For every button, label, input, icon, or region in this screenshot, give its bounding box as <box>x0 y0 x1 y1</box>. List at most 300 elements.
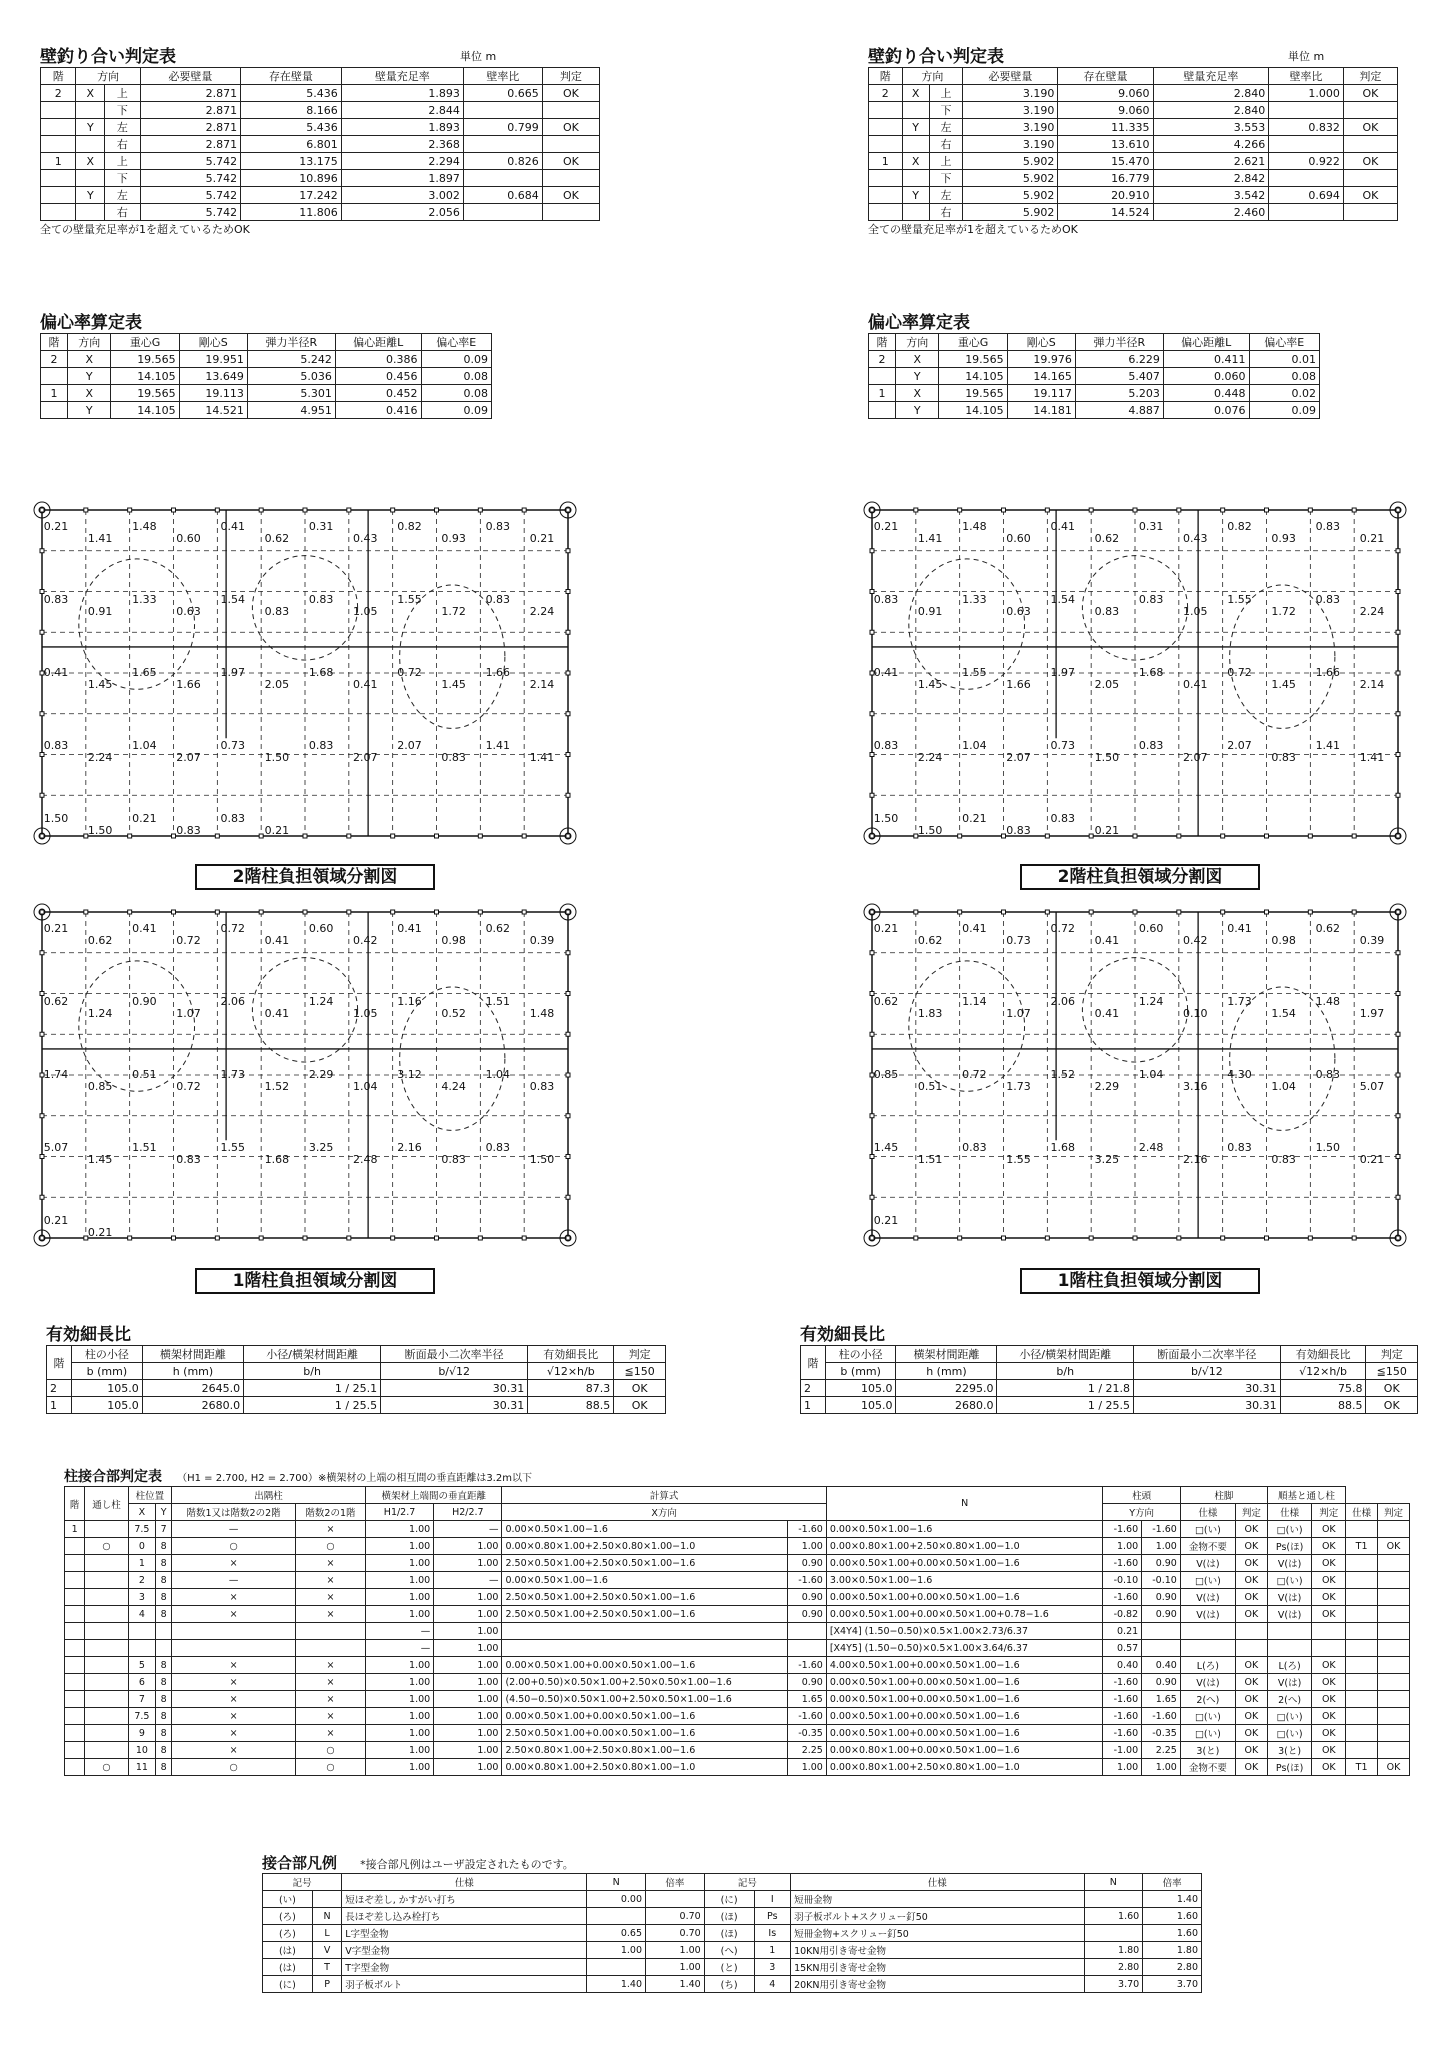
table-cell <box>1346 1657 1378 1674</box>
table-cell: 上 <box>929 153 963 170</box>
table-cell <box>1378 1725 1410 1742</box>
area-label: 2.07 <box>1183 751 1208 764</box>
table-cell: 2.50×0.80×1.00+2.50×0.80×1.00−1.6 <box>502 1742 788 1759</box>
table-cell: OK <box>1235 1674 1267 1691</box>
table-row <box>869 351 1320 368</box>
table-cell: 1 <box>47 1397 72 1414</box>
table-cell: 1.00 <box>646 1942 705 1959</box>
column-marker <box>435 834 439 838</box>
area-label: 3.12 <box>397 1068 422 1081</box>
table-cell: × <box>296 1708 366 1725</box>
column-marker <box>391 508 395 512</box>
table-cell: 6 <box>128 1674 155 1691</box>
table-cell: 9.060 <box>1058 85 1153 102</box>
table-cell <box>312 1891 341 1908</box>
slender-title: 有効細長比 <box>46 1325 131 1345</box>
table-cell <box>85 1708 128 1725</box>
table-cell: 4.951 <box>247 402 335 419</box>
wall-balance-table-left <box>40 42 600 237</box>
table-cell <box>542 204 599 221</box>
table-cell: 2.871 <box>140 102 241 119</box>
table-cell: 13.649 <box>179 368 247 385</box>
area-label: 2.06 <box>220 995 245 1008</box>
area-label: 0.10 <box>1183 1007 1208 1020</box>
table-cell <box>65 1759 85 1776</box>
table-header-cell: 壁率比 <box>1269 68 1344 85</box>
slender-table <box>46 1345 666 1414</box>
column-marker <box>1002 1236 1006 1240</box>
table-row <box>263 1959 1202 1976</box>
table-header-cell: 仕様 <box>791 1874 1084 1891</box>
table-cell <box>502 1623 788 1640</box>
table-cell: 下 <box>105 102 140 119</box>
table-cell: × <box>296 1521 366 1538</box>
plan-floor2-left <box>30 498 580 848</box>
table-cell: × <box>172 1725 296 1742</box>
table-cell: 羽子板ボルト+スクリュー釘50 <box>791 1908 1084 1925</box>
table-row <box>869 85 1398 102</box>
column-marker <box>1396 1114 1400 1118</box>
table-cell: 0.00×0.50×1.00+0.00×0.50×1.00−1.6 <box>826 1708 1103 1725</box>
area-label: 1.74 <box>43 1068 69 1081</box>
table-cell <box>1267 1623 1312 1640</box>
table-cell: 左 <box>105 187 140 204</box>
area-label: 2.24 <box>529 605 555 618</box>
table-cell: 5.436 <box>241 85 342 102</box>
area-label: 0.60 <box>1006 532 1031 545</box>
table-cell: × <box>172 1691 296 1708</box>
table-row <box>801 1397 1418 1414</box>
table-header-cell: ≦150 <box>1366 1363 1418 1380</box>
column-marker <box>870 1236 874 1240</box>
table-cell: T <box>312 1959 341 1976</box>
area-label: 1.48 <box>962 520 987 533</box>
table-cell: V(は) <box>1180 1589 1235 1606</box>
table-cell: 5.301 <box>247 385 335 402</box>
table-cell: 8 <box>156 1657 172 1674</box>
table-cell <box>1312 1640 1346 1657</box>
table-cell: X <box>76 85 105 102</box>
area-label: 0.41 <box>220 520 245 533</box>
table-cell: 1.00 <box>365 1759 433 1776</box>
table-cell <box>85 1589 128 1606</box>
area-label: 1.45 <box>441 678 466 691</box>
column-marker <box>870 712 874 716</box>
area-label: 0.21 <box>43 520 69 533</box>
table-cell <box>1378 1606 1410 1623</box>
table-cell: 0.799 <box>463 119 542 136</box>
table-cell: (ち) <box>704 1976 754 1993</box>
table-header-cell: 柱の小径 <box>825 1346 896 1363</box>
area-label: 2.06 <box>1050 995 1075 1008</box>
table-cell: V(は) <box>1180 1555 1235 1572</box>
area-label: 1.14 <box>962 995 987 1008</box>
table-cell <box>85 1674 128 1691</box>
area-label: 1.48 <box>132 520 157 533</box>
area-label: 0.93 <box>441 532 466 545</box>
area-label: 2.24 <box>87 751 113 764</box>
area-label: 2.16 <box>1183 1153 1208 1166</box>
table-header-cell: 通し柱 <box>85 1487 128 1521</box>
table-cell: 0.21 <box>1103 1623 1142 1640</box>
table-cell: □(い) <box>1180 1521 1235 1538</box>
table-header-cell: 方向 <box>76 68 140 85</box>
area-label: 1.66 <box>1006 678 1031 691</box>
table-row <box>65 1674 1410 1691</box>
table-cell <box>41 368 68 385</box>
area-label: 1.66 <box>1315 666 1341 679</box>
table-cell: 右 <box>105 136 140 153</box>
column-marker <box>478 1236 482 1240</box>
table-cell <box>65 1742 85 1759</box>
column-marker <box>566 1032 570 1036</box>
table-row <box>41 170 600 187</box>
table-cell: [X4Y4] (1.50−0.50)×0.5×1.00×2.73/6.37 <box>826 1623 1103 1640</box>
area-label: 1.55 <box>962 666 987 679</box>
table-cell: -1.00 <box>1103 1742 1142 1759</box>
area-label: 0.83 <box>1138 739 1164 752</box>
area-label: 0.83 <box>485 593 511 606</box>
column-marker <box>1133 1236 1137 1240</box>
table-cell: × <box>296 1725 366 1742</box>
area-label: 0.91 <box>917 605 943 618</box>
table-cell: × <box>296 1589 366 1606</box>
column-marker <box>870 753 874 757</box>
table-row <box>41 68 600 85</box>
table-cell <box>128 1640 155 1657</box>
table-header-cell: X方向 <box>502 1504 826 1521</box>
table-cell: 0.411 <box>1163 351 1249 368</box>
table-cell: 短冊金物 <box>791 1891 1084 1908</box>
table-cell: (に) <box>704 1891 754 1908</box>
table-cell <box>1346 1691 1378 1708</box>
area-label: 0.62 <box>87 934 113 947</box>
table-cell: 8 <box>156 1725 172 1742</box>
table-cell: 1.00 <box>434 1623 502 1640</box>
table-cell: 30.31 <box>381 1380 528 1397</box>
table-row <box>263 1976 1202 1993</box>
area-label: 0.21 <box>873 922 899 935</box>
area-label: 5.07 <box>43 1141 69 1154</box>
table-row <box>869 153 1398 170</box>
table-cell: -1.60 <box>1103 1674 1142 1691</box>
table-cell: 87.3 <box>528 1380 614 1397</box>
table-cell: × <box>172 1606 296 1623</box>
table-cell: X <box>76 153 105 170</box>
table-cell: 0.00×0.80×1.00+2.50×0.80×1.00−1.0 <box>826 1759 1103 1776</box>
table-cell: 11.806 <box>241 204 342 221</box>
table-cell: 13.175 <box>241 153 342 170</box>
column-marker <box>259 508 263 512</box>
table-cell <box>902 102 929 119</box>
table-cell: OK <box>1235 1691 1267 1708</box>
column-marker <box>1045 508 1049 512</box>
wall-table-unit: 単位 m <box>1288 50 1325 63</box>
table-header-cell: 階 <box>869 334 896 351</box>
table-cell: 75.8 <box>1280 1380 1366 1397</box>
column-marker <box>1396 1236 1400 1240</box>
area-label: 1.41 <box>529 751 555 764</box>
table-header-cell: 有効細長比 <box>1280 1346 1366 1363</box>
table-header-cell: 階 <box>801 1346 826 1380</box>
area-label: 1.04 <box>132 739 157 752</box>
area-label: 0.21 <box>43 1214 69 1227</box>
column-marker <box>566 712 570 716</box>
table-cell: 0.922 <box>1269 153 1344 170</box>
table-cell <box>1142 1623 1181 1640</box>
column-marker <box>1221 910 1225 914</box>
table-header-cell: H1/2.7 <box>365 1504 433 1521</box>
table-cell: □(い) <box>1267 1725 1312 1742</box>
table-cell: 2645.0 <box>142 1380 243 1397</box>
column-marker <box>84 910 88 914</box>
joint-table-body <box>64 1486 1410 1776</box>
area-label: 0.41 <box>1094 1007 1120 1020</box>
table-cell: 1.00 <box>434 1742 502 1759</box>
column-marker <box>1177 1236 1181 1240</box>
column-marker <box>40 508 44 512</box>
plan-caption: 2階柱負担領域分割図 <box>195 864 435 890</box>
area-label: 0.72 <box>220 922 245 935</box>
table-cell: OK <box>1378 1759 1410 1776</box>
table-cell: 1.00 <box>788 1759 827 1776</box>
table-cell: V(は) <box>1267 1674 1312 1691</box>
column-marker <box>566 671 570 675</box>
table-cell: OK <box>1312 1589 1346 1606</box>
table-cell: 2.368 <box>341 136 463 153</box>
table-cell: 88.5 <box>1280 1397 1366 1414</box>
table-cell <box>463 204 542 221</box>
table-cell: 13.610 <box>1058 136 1153 153</box>
table-cell: 0.40 <box>1142 1657 1181 1674</box>
table-header-cell: b/√12 <box>1134 1363 1281 1380</box>
area-label: 1.68 <box>1050 1141 1075 1154</box>
area-label: 1.72 <box>1271 605 1296 618</box>
table-cell: 0.57 <box>1103 1640 1142 1657</box>
area-label: 1.97 <box>1359 1007 1385 1020</box>
wall-table-title: 壁釣り合い判定表 <box>40 47 176 67</box>
table-cell: 3.002 <box>341 187 463 204</box>
table-cell: 3.190 <box>963 119 1058 136</box>
area-label: 1.16 <box>397 995 422 1008</box>
table-cell <box>1378 1674 1410 1691</box>
table-cell: OK <box>1235 1606 1267 1623</box>
table-cell: 2.840 <box>1153 102 1269 119</box>
table-cell: 1.00 <box>365 1674 433 1691</box>
table-row <box>263 1908 1202 1925</box>
table-cell: 17.242 <box>241 187 342 204</box>
table-cell: 0.09 <box>421 402 491 419</box>
table-cell: Ps(ほ) <box>1267 1538 1312 1555</box>
table-row <box>47 1397 666 1414</box>
plan-caption: 1階柱負担領域分割図 <box>1020 1268 1260 1294</box>
table-header-cell: 方向 <box>67 334 110 351</box>
area-label: 2.48 <box>353 1153 378 1166</box>
column-marker <box>870 1195 874 1199</box>
table-cell: 1.00 <box>434 1759 502 1776</box>
table-cell <box>587 1959 646 1976</box>
table-header-cell: 記号 <box>263 1874 342 1891</box>
area-label: 0.21 <box>1359 532 1385 545</box>
table-cell: OK <box>1235 1555 1267 1572</box>
area-label: 0.51 <box>917 1080 943 1093</box>
table-cell: OK <box>1312 1538 1346 1555</box>
column-marker <box>128 910 132 914</box>
table-cell: 6.229 <box>1075 351 1163 368</box>
table-cell <box>902 170 929 187</box>
table-cell: 3.553 <box>1153 119 1269 136</box>
area-label: 1.51 <box>132 1141 157 1154</box>
area-label: 2.05 <box>264 678 290 691</box>
table-cell: OK <box>542 85 599 102</box>
column-marker <box>870 549 874 553</box>
table-cell: 10 <box>128 1742 155 1759</box>
area-label: 0.41 <box>873 666 899 679</box>
area-label: 1.45 <box>917 678 943 691</box>
column-marker <box>566 508 570 512</box>
table-cell: 7 <box>156 1521 172 1538</box>
column-marker <box>259 834 263 838</box>
area-label: 0.21 <box>873 520 899 533</box>
table-cell: OK <box>1366 1397 1418 1414</box>
table-cell: 下 <box>105 170 140 187</box>
table-cell: V(は) <box>1180 1674 1235 1691</box>
table-cell: OK <box>1312 1691 1346 1708</box>
table-cell: 2.621 <box>1153 153 1269 170</box>
table-cell: L <box>312 1925 341 1942</box>
table-cell: 2.50×0.50×1.00+0.00×0.50×1.00−1.6 <box>502 1725 788 1742</box>
table-cell: (2.00+0.50)×0.50×1.00+2.50×0.50×1.00−1.6 <box>502 1674 788 1691</box>
table-cell <box>1378 1708 1410 1725</box>
area-label: 3.16 <box>1183 1080 1208 1093</box>
table-cell <box>1378 1742 1410 1759</box>
table-cell: OK <box>1312 1674 1346 1691</box>
table-cell: 0.00×0.50×1.00+0.00×0.50×1.00+0.78−1.6 <box>826 1606 1103 1623</box>
area-label: 2.29 <box>1094 1080 1120 1093</box>
area-label: 4.24 <box>441 1080 466 1093</box>
table-cell <box>41 119 76 136</box>
table-header-cell: 計算式 <box>502 1487 826 1504</box>
area-label: 0.60 <box>1138 922 1164 935</box>
column-marker <box>1133 834 1137 838</box>
table-row <box>41 85 600 102</box>
table-row <box>41 368 492 385</box>
table-cell: 8 <box>156 1538 172 1555</box>
table-cell <box>85 1606 128 1623</box>
table-cell <box>1378 1691 1410 1708</box>
table-cell <box>1346 1623 1378 1640</box>
table-cell: 1.00 <box>365 1657 433 1674</box>
table-cell: 2680.0 <box>142 1397 243 1414</box>
table-cell: 1.00 <box>646 1959 705 1976</box>
table-header-cell: X <box>128 1504 155 1521</box>
table-cell <box>1269 102 1344 119</box>
table-cell: OK <box>1235 1742 1267 1759</box>
table-header-cell: 階 <box>47 1346 72 1380</box>
area-label: 1.48 <box>529 1007 555 1020</box>
area-label: 2.24 <box>917 751 943 764</box>
plan-caption: 2階柱負担領域分割図 <box>1020 864 1260 890</box>
column-marker <box>435 508 439 512</box>
table-cell: L字型金物 <box>342 1925 587 1942</box>
column-marker <box>478 910 482 914</box>
table-cell <box>41 187 76 204</box>
table-cell: 8 <box>156 1606 172 1623</box>
ecc-table <box>868 333 1320 419</box>
table-cell: — <box>434 1521 502 1538</box>
table-row <box>801 1346 1418 1363</box>
area-label: 0.51 <box>132 1068 157 1081</box>
table-cell: OK <box>1235 1708 1267 1725</box>
table-cell: 0.832 <box>1269 119 1344 136</box>
table-cell: 2.871 <box>140 85 241 102</box>
table-cell: 19.117 <box>1007 385 1075 402</box>
area-label: 0.72 <box>176 1080 201 1093</box>
table-header-cell: 階数2の1階 <box>296 1504 366 1521</box>
table-header-cell: 判定 <box>1366 1346 1418 1363</box>
area-label: 0.72 <box>176 934 201 947</box>
column-marker <box>958 508 962 512</box>
column-marker <box>1308 834 1312 838</box>
area-label: 0.83 <box>1315 520 1341 533</box>
table-header-cell: 方向 <box>902 68 963 85</box>
joint-table <box>64 1466 1410 1776</box>
table-cell: 1.00 <box>365 1572 433 1589</box>
table-row <box>65 1572 1410 1589</box>
area-label: 0.83 <box>220 812 245 825</box>
slenderness-table-left <box>46 1320 666 1414</box>
table-row <box>47 1346 666 1363</box>
table-cell: 1.00 <box>365 1725 433 1742</box>
table-row <box>41 136 600 153</box>
table-cell: 0.09 <box>421 351 491 368</box>
table-cell: ○ <box>172 1759 296 1776</box>
column-marker <box>435 910 439 914</box>
table-cell: 2 <box>869 351 896 368</box>
table-cell: 8 <box>156 1759 172 1776</box>
table-cell: 1.65 <box>1142 1691 1181 1708</box>
column-marker <box>522 1236 526 1240</box>
table-cell: OK <box>1235 1759 1267 1776</box>
area-label: 0.62 <box>1315 922 1341 935</box>
table-cell <box>1346 1606 1378 1623</box>
table-cell: — <box>172 1521 296 1538</box>
wall-table-note: 全ての壁量充足率が1を超えているためOK <box>868 223 1078 236</box>
area-label: 0.83 <box>1006 824 1031 837</box>
table-cell: 4.266 <box>1153 136 1269 153</box>
area-label: 0.83 <box>485 520 511 533</box>
wall-table-note: 全ての壁量充足率が1を超えているためOK <box>40 223 250 236</box>
table-header-cell: 判定 <box>1343 68 1397 85</box>
table-row <box>41 187 600 204</box>
column-marker <box>566 834 570 838</box>
table-cell: OK <box>1235 1538 1267 1555</box>
table-header-cell: 判定 <box>1312 1504 1346 1521</box>
area-label: 1.50 <box>43 812 69 825</box>
column-marker <box>1045 910 1049 914</box>
table-cell <box>1084 1891 1143 1908</box>
table-row <box>65 1759 1410 1776</box>
table-cell: 10.896 <box>241 170 342 187</box>
table-row <box>65 1725 1410 1742</box>
table-cell: T字型金物 <box>342 1959 587 1976</box>
column-marker <box>40 549 44 553</box>
table-cell <box>65 1725 85 1742</box>
table-cell: OK <box>1312 1725 1346 1742</box>
area-label: 0.21 <box>1359 1153 1385 1166</box>
table-cell: 2(へ) <box>1180 1691 1235 1708</box>
table-cell <box>85 1742 128 1759</box>
